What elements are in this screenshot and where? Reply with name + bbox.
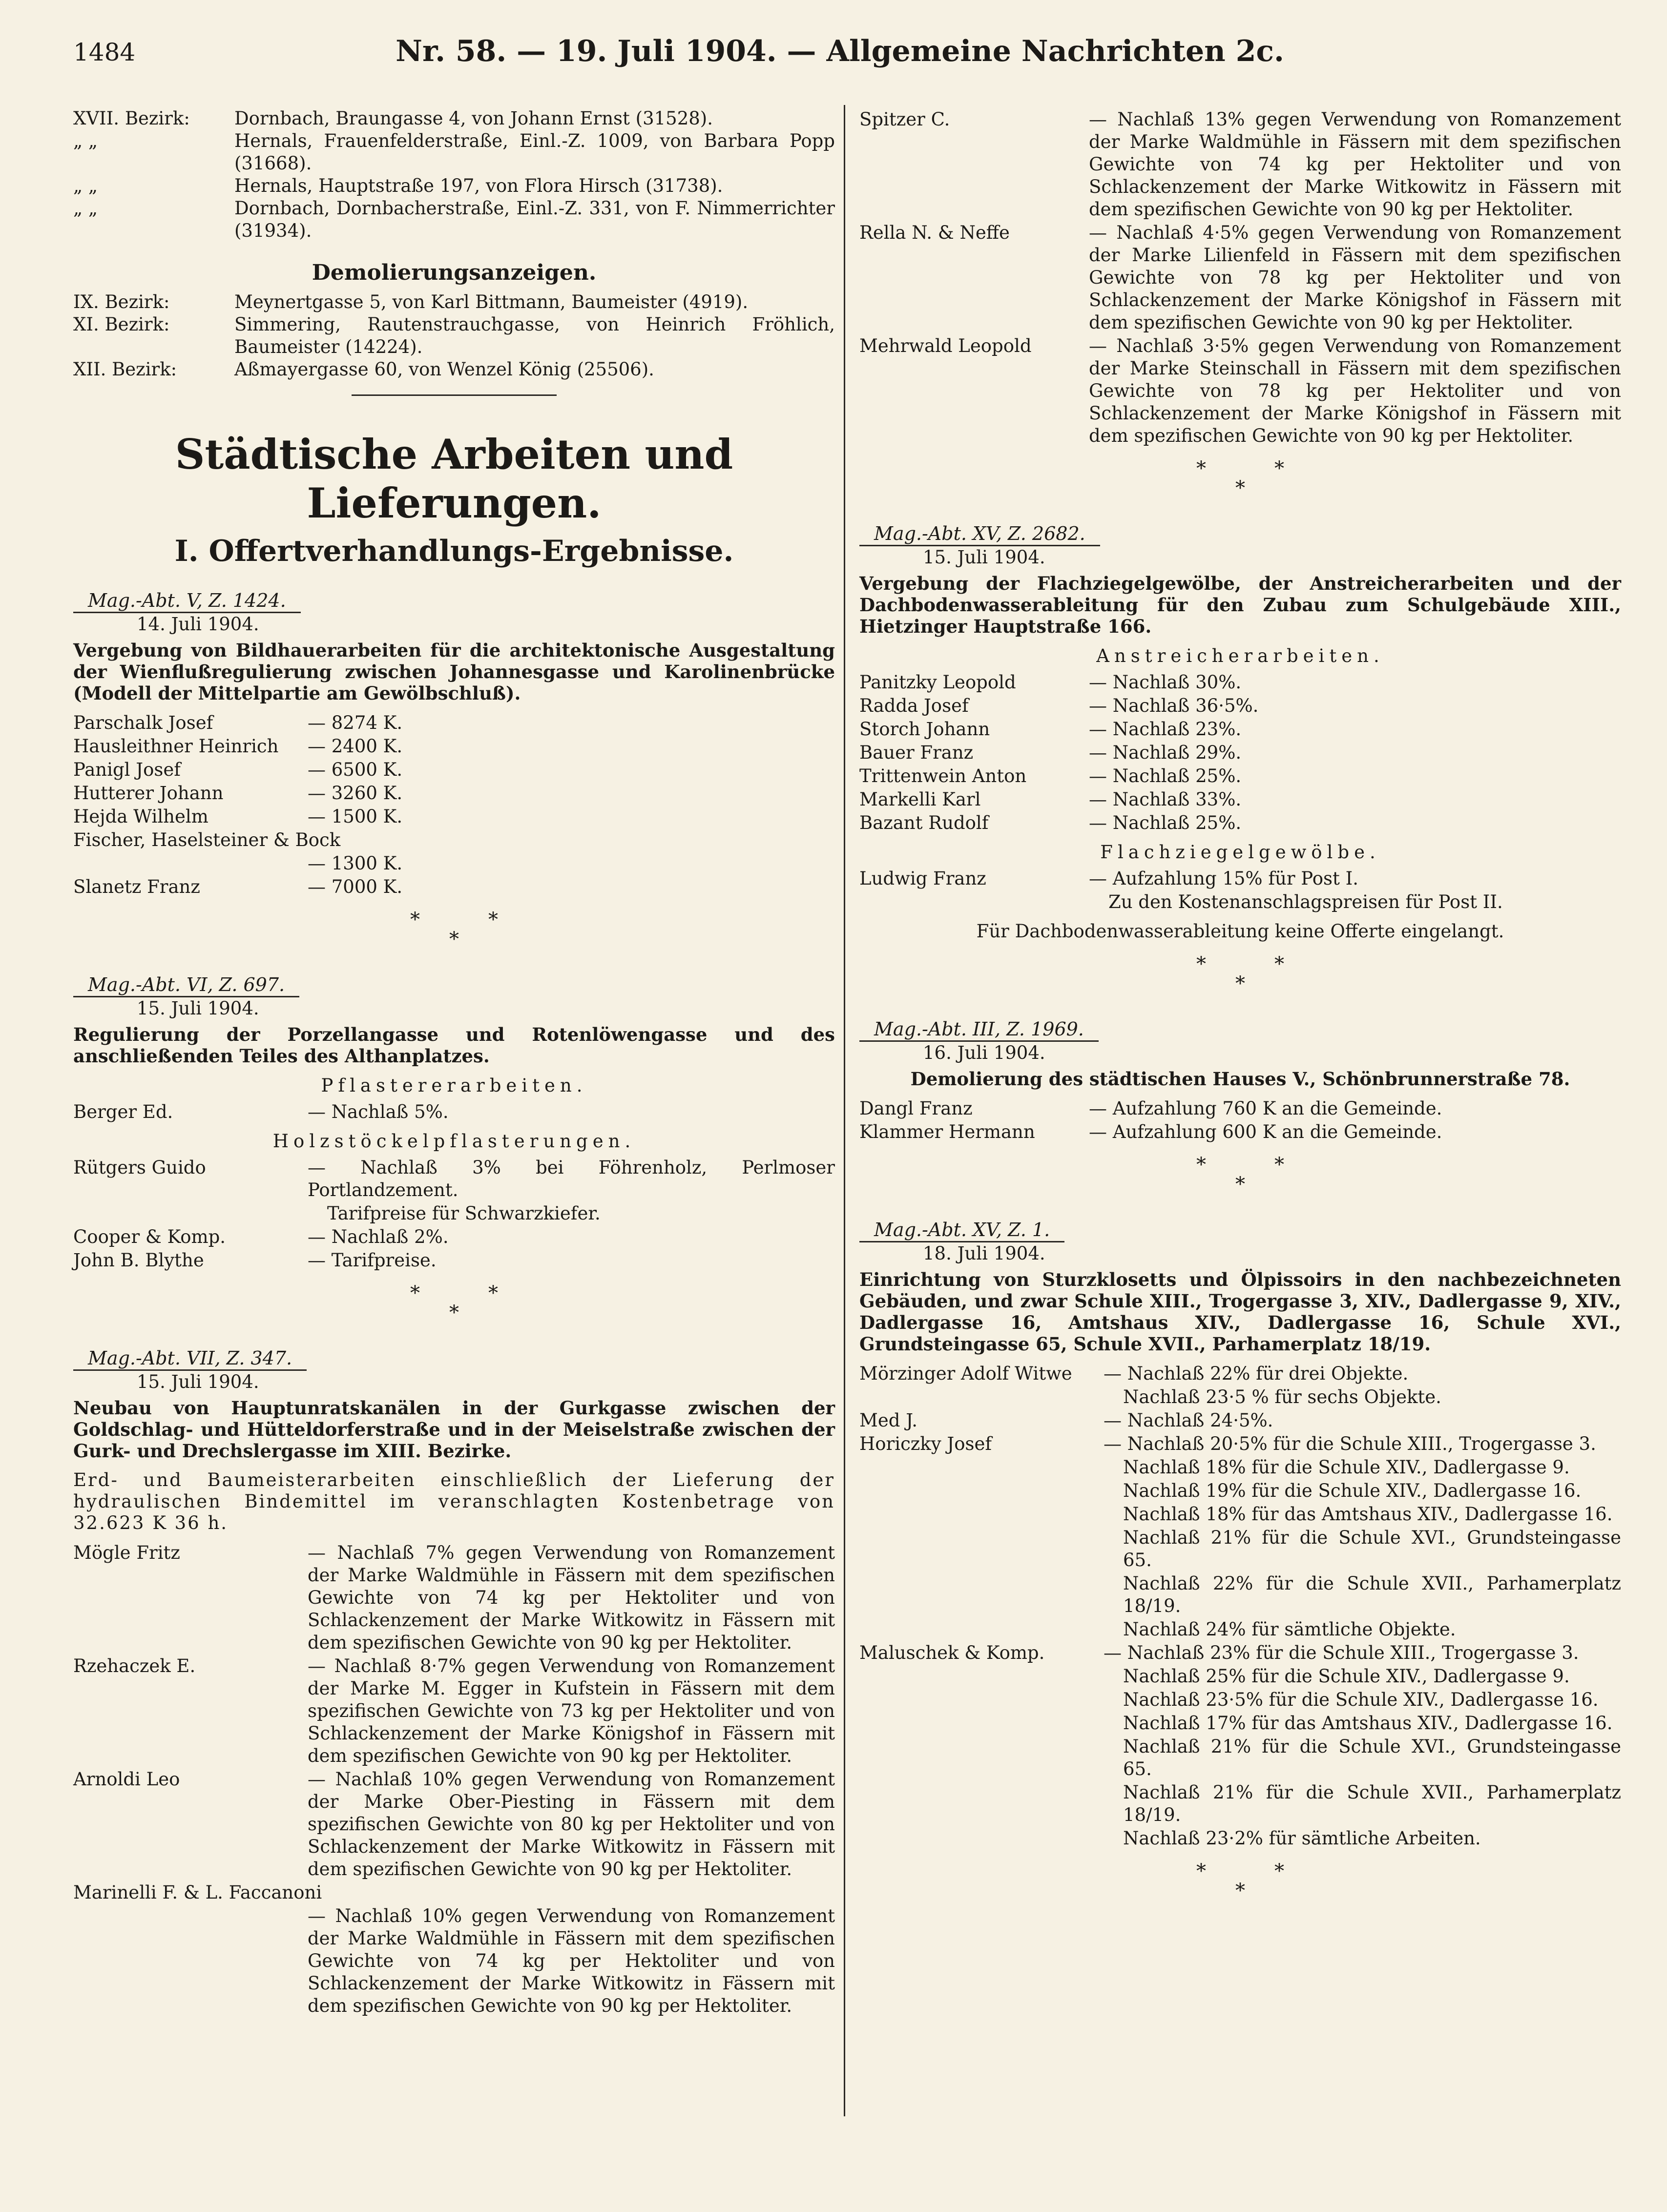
bidder-name: Marinelli F. & L. Faccanoni <box>73 1882 322 1903</box>
bidder-name <box>73 1905 308 2017</box>
section-topic: Neubau von Hauptunratskanälen in der Gurkgasse zwischen der Goldschlag- und Hütteldorferstraße und in der Meiselstraße zwischen der Gurk- und Drechslergasse im XIII. Bezirke. <box>73 1397 835 1462</box>
list-item-label: XVII. Bezirk: <box>73 108 190 129</box>
bid-row <box>73 876 835 898</box>
bidder-name: Bauer Franz <box>859 742 974 763</box>
separator-star: * <box>449 928 459 951</box>
bid-value: Nachlaß 18% für die Schule XIV., Dadlergasse 9. <box>1123 1457 1570 1478</box>
list-item <box>73 175 835 197</box>
bidder-name: Berger Ed. <box>73 1101 173 1122</box>
bid-row <box>73 1249 835 1272</box>
bidder-name: Med J. <box>859 1410 917 1431</box>
bid-row <box>73 1202 835 1225</box>
bid-row <box>859 742 1621 764</box>
bidder-name: John B. Blythe <box>73 1250 204 1271</box>
bid-row <box>73 1101 835 1123</box>
bid-value: — Nachlaß 3% bei Föhrenholz, Perlmoser Portlandzement. <box>308 1157 835 1200</box>
section-date: 15. Juli 1904. <box>923 547 1045 568</box>
section-s5 <box>859 1003 1621 1194</box>
bid-value: Nachlaß 23·2% für sämtliche Arbeiten. <box>1123 1828 1481 1849</box>
section-date: 16. Juli 1904. <box>923 1042 1045 1063</box>
bid-value: Nachlaß 24% für sämtliche Objekte. <box>1123 1619 1456 1640</box>
bid-value: Nachlaß 23·5 % für sechs Objekte. <box>1123 1386 1441 1407</box>
bid-value: — Nachlaß 7% gegen Verwendung von Romanzement der Marke Waldmühle in Fässern mit dem spezifischen Gewichte von 74 kg per Hektoliter und von Schlackenzement der Marke Witkowitz in Fässern mit dem spezifischen Gewichte von 90 kg per Hektoliter. <box>308 1542 835 1653</box>
bid-list <box>859 1363 1621 1850</box>
bidder-name <box>859 1503 1104 1526</box>
section-date: 18. Juli 1904. <box>923 1243 1045 1264</box>
bidder-name: Hutterer Johann <box>73 783 224 804</box>
bid-value: — 3260 K. <box>308 783 403 804</box>
list-item-label: IX. Bezirk: <box>73 291 170 312</box>
section-ref: Mag.-Abt. III, Z. 1969. <box>859 1018 1099 1042</box>
bid-row <box>859 671 1621 694</box>
bid-value: — Nachlaß 10% gegen Verwendung von Romanzement der Marke Waldmühle in Fässern mit dem spezifischen Gewichte von 74 kg per Hektoliter und von Schlackenzement der Marke Witkowitz in Fässern mit dem spezifischen Gewichte von 90 kg per Hektoliter. <box>308 1905 835 2016</box>
section-ref: Mag.-Abt. VII, Z. 347. <box>73 1347 307 1371</box>
bidder-name: Trittenwein Anton <box>859 765 1027 786</box>
section-rule <box>352 394 557 396</box>
bidder-name: Hejda Wilhelm <box>73 806 208 827</box>
list-item <box>73 107 835 130</box>
bidder-name <box>859 1689 1104 1711</box>
bid-value: Nachlaß 22% für die Schule XVII., Parhamerplatz 18/19. <box>1123 1573 1621 1616</box>
bid-value: Nachlaß 21% für die Schule XVII., Parhamerplatz 18/19. <box>1123 1782 1621 1825</box>
bidder-name <box>859 891 1089 913</box>
bid-row <box>73 852 835 875</box>
bidder-name: Parschalk Josef <box>73 712 213 733</box>
bid-value: — Nachlaß 25%. <box>1089 812 1242 833</box>
bid-value: — 2400 K. <box>308 736 403 757</box>
separator-stars: ** <box>410 909 566 931</box>
bid-row <box>859 718 1621 741</box>
bidder-name <box>859 1572 1104 1617</box>
bid-row <box>859 1503 1621 1526</box>
bid-row <box>859 1121 1621 1143</box>
bidder-name <box>859 1827 1104 1850</box>
bid-value: Nachlaß 21% für die Schule XVI., Grundsteingasse 65. <box>1123 1736 1621 1779</box>
bid-row <box>859 335 1621 447</box>
bid-row <box>73 712 835 734</box>
bidder-name: Radda Josef <box>859 695 969 716</box>
bid-row <box>73 1226 835 1248</box>
bid-row <box>859 1827 1621 1850</box>
subsection-label: Flachziegelgewölbe. <box>1100 842 1380 863</box>
bid-value <box>454 1881 835 1904</box>
bid-row <box>859 695 1621 717</box>
bidder-name <box>859 1736 1104 1780</box>
bid-row <box>859 1097 1621 1120</box>
subsection-label: Anstreicherarbeiten. <box>1096 645 1384 666</box>
separator-stars: ** <box>1196 457 1353 480</box>
bid-row <box>859 1572 1621 1617</box>
bid-value: — Aufzahlung 15% für Post I. <box>1089 868 1358 889</box>
bidder-name <box>859 1456 1104 1479</box>
section-topic: Einrichtung von Sturzklosetts und Ölpissoirs in den nachbezeichneten Gebäuden, und zwar Schule XIII., Trogergasse 3, XIV., Dadlergasse 9, XIV., Dadlergasse 16, Amtshaus XIV., Dadlergasse 16, Schule XVI., Grundsteingasse 65, Schule XVII., Parhamerplatz 18/19. <box>859 1269 1621 1355</box>
bid-value: — 7000 K. <box>308 876 403 897</box>
separator-star: * <box>1235 972 1245 995</box>
bid-row <box>859 1665 1621 1688</box>
bid-value: — 1300 K. <box>308 853 403 874</box>
bidder-name <box>859 1480 1104 1502</box>
bid-value: — 6500 K. <box>308 759 403 780</box>
bidder-name: Rella N. & Neffe <box>859 222 1010 243</box>
bid-row <box>73 829 835 851</box>
bidder-name: Panigl Josef <box>73 759 181 780</box>
main-title: Städtische Arbeiten und Lieferungen. <box>175 430 733 527</box>
separator-stars: ** <box>410 1282 566 1304</box>
bidder-name <box>73 1202 308 1225</box>
section-s1 <box>73 575 835 949</box>
subsection-label: Holzstöckelpflasterungen. <box>272 1131 636 1152</box>
bid-value: — Nachlaß 23% für die Schule XIII., Trogergasse 3. <box>1104 1642 1579 1663</box>
bid-row <box>859 788 1621 811</box>
bid-value: — Nachlaß 20·5% für die Schule XIII., Trogergasse 3. <box>1104 1433 1596 1454</box>
section-date: 15. Juli 1904. <box>137 998 259 1019</box>
section-date: 15. Juli 1904. <box>137 1371 259 1392</box>
bid-row <box>859 222 1621 334</box>
separator-star: * <box>1235 477 1245 499</box>
bid-list <box>73 1101 835 1123</box>
bid-row <box>859 1480 1621 1502</box>
bid-row <box>859 765 1621 787</box>
bid-value: — Nachlaß 5%. <box>308 1101 449 1122</box>
separator-star: * <box>1235 1880 1245 1902</box>
bid-row <box>859 1689 1621 1711</box>
bid-row <box>859 812 1621 834</box>
page-number: 1484 <box>73 38 136 66</box>
bidder-name: Rütgers Guido <box>73 1157 206 1178</box>
list-item-label: XI. Bezirk: <box>73 314 170 335</box>
bidder-name: Panitzky Leopold <box>859 672 1016 693</box>
bid-value: — 1500 K. <box>308 806 403 827</box>
bid-row <box>859 1736 1621 1780</box>
list-item-text: Hernals, Frauenfelderstraße, Einl.-Z. 1009, von Barbara Popp (31668). <box>234 130 835 174</box>
main-subtitle: I. Offertverhandlungs-Ergebnisse. <box>174 534 734 568</box>
section-s2 <box>73 959 835 1323</box>
bidder-name: Dangl Franz <box>859 1098 973 1119</box>
list-item-text: Hernals, Hauptstraße 197, von Flora Hirsch (31738). <box>234 175 723 196</box>
right-column <box>859 107 1621 1910</box>
separator-stars: ** <box>1196 1860 1353 1882</box>
bid-value: — Tarifpreise. <box>308 1250 437 1271</box>
bidder-name: Horiczky Josef <box>859 1433 992 1454</box>
bid-row <box>859 1781 1621 1826</box>
bid-row <box>73 1157 835 1201</box>
bezirk-list <box>73 107 835 242</box>
bid-value: — 8274 K. <box>308 712 403 733</box>
list-item <box>73 313 835 358</box>
section-topic: Demolierung des städtischen Hauses V., Schönbrunnerstraße 78. <box>910 1068 1570 1090</box>
bidder-name: Fischer, Haselsteiner & Bock <box>73 829 341 850</box>
bid-value: — Nachlaß 30%. <box>1089 672 1242 693</box>
bid-value: — Nachlaß 24·5%. <box>1104 1410 1273 1431</box>
demolierung-heading: Demolierungsanzeigen. <box>312 260 597 285</box>
bidder-name <box>859 1665 1104 1688</box>
bid-row <box>859 1527 1621 1571</box>
bid-row <box>859 868 1621 890</box>
bid-value: — Nachlaß 4·5% gegen Verwendung von Romanzement der Marke Lilienfeld in Fässern mit dem spezifischen Gewichte von 78 kg per Hektoliter und von Schlackenzement der Marke Königshof in Fässern mit dem spezifischen Gewichte von 90 kg per Hektoliter. <box>1089 222 1621 333</box>
column-divider <box>844 105 845 2116</box>
separator-stars: ** <box>1196 953 1353 975</box>
bid-value: Nachlaß 19% für die Schule XIV., Dadlergasse 16. <box>1123 1480 1582 1501</box>
bidder-name: Markelli Karl <box>859 789 981 810</box>
bid-list <box>73 1157 835 1272</box>
bidder-name: Cooper & Komp. <box>73 1226 226 1247</box>
bid-value: — Nachlaß 8·7% gegen Verwendung von Romanzement der Marke M. Egger in Kufstein in Fässern mit dem spezifischen Gewichte von 73 kg per Hektoliter und von Schlackenzement der Marke Königshof in Fässern mit dem spezifischen Gewichte von 90 kg per Hektoliter. <box>308 1655 835 1766</box>
bid-row <box>859 1386 1621 1408</box>
bid-value: — Nachlaß 10% gegen Verwendung von Romanzement der Marke Ober-Piesting in Fässern mit dem spezifischen Gewichte von 80 kg per Hektoliter und von Schlackenzement der Marke Witkowitz in Fässern mit dem spezifischen Gewichte von 90 kg per Hektoliter. <box>308 1769 835 1880</box>
list-item-label: XII. Bezirk: <box>73 359 177 380</box>
bid-list <box>73 1542 835 2017</box>
bid-row <box>859 108 1621 221</box>
bid-value: Tarifpreise für Schwarzkiefer. <box>327 1203 601 1224</box>
list-item-text: Meynertgasse 5, von Karl Bittmann, Baumeister (4919). <box>234 291 749 312</box>
section-note: Für Dachbodenwasserableitung keine Offerte eingelangt. <box>976 921 1504 942</box>
running-title: Nr. 58. — 19. Juli 1904. — Allgemeine Nachrichten 2c. <box>396 34 1284 68</box>
bidder-name: Arnoldi Leo <box>73 1769 180 1790</box>
separator-star: * <box>449 1302 459 1324</box>
separator-stars: ** <box>1196 1154 1353 1176</box>
bid-list <box>859 868 1621 913</box>
bidder-name: Bazant Rudolf <box>859 812 989 833</box>
bid-value: Nachlaß 25% für die Schule XIV., Dadlergasse 9. <box>1123 1666 1570 1687</box>
bid-row <box>73 1905 835 2017</box>
section-s3 <box>73 1332 835 2017</box>
bid-row <box>73 1768 835 1881</box>
list-item-text: Dornbach, Braungasse 4, von Johann Ernst (31528). <box>234 108 713 129</box>
bid-list <box>859 671 1621 834</box>
bid-value: Nachlaß 18% für das Amtshaus XIV., Dadlergasse 16. <box>1123 1504 1613 1525</box>
section-topic: Regulierung der Porzellangasse und Rotenlöwengasse und des anschließenden Teiles des Althanplatzes. <box>73 1024 835 1067</box>
bid-value: Nachlaß 21% für die Schule XVI., Grundsteingasse 65. <box>1123 1527 1621 1571</box>
bidder-name: Slanetz Franz <box>73 876 200 897</box>
bidder-name <box>859 1781 1104 1826</box>
bid-list <box>859 108 1621 447</box>
bid-row <box>73 735 835 758</box>
section-ref: Mag.-Abt. VI, Z. 697. <box>73 973 299 997</box>
bid-value: — Nachlaß 25%. <box>1089 765 1242 786</box>
bid-value: — Nachlaß 3·5% gegen Verwendung von Romanzement der Marke Steinschall in Fässern mit dem spezifischen Gewichte von 78 kg per Hektoliter und von Schlackenzement der Marke Königshof in Fässern mit dem spezifischen Gewichte von 90 kg per Hektoliter. <box>1089 335 1621 446</box>
bidder-name: Mörzinger Adolf Witwe <box>859 1363 1072 1384</box>
bidder-name: Storch Johann <box>859 719 990 740</box>
bid-list <box>859 1097 1621 1143</box>
bid-value: — Nachlaß 36·5%. <box>1089 695 1259 716</box>
bid-value: — Nachlaß 33%. <box>1089 789 1242 810</box>
subsection-label: Pflastererarbeiten. <box>321 1075 587 1096</box>
bid-row <box>859 1618 1621 1641</box>
bidder-name: Mögle Fritz <box>73 1542 180 1563</box>
demolierung-list <box>73 291 835 381</box>
bid-value: — Nachlaß 29%. <box>1089 742 1242 763</box>
bidder-name <box>859 1712 1104 1735</box>
bid-value: — Nachlaß 23%. <box>1089 719 1242 740</box>
bidder-name <box>859 1618 1104 1641</box>
bid-row <box>73 782 835 805</box>
bid-row <box>859 1712 1621 1735</box>
list-item-label: „ „ <box>73 130 98 151</box>
section-s6 <box>859 1204 1621 1901</box>
list-item <box>73 130 835 175</box>
bid-value: Zu den Kostenanschlagspreisen für Post II. <box>1108 891 1503 912</box>
bid-value: — Nachlaß 22% für drei Objekte. <box>1104 1363 1409 1384</box>
bid-row <box>859 1642 1621 1664</box>
bid-row <box>73 1542 835 1654</box>
list-item <box>73 197 835 242</box>
section-ref: Mag.-Abt. XV, Z. 2682. <box>859 522 1100 546</box>
bid-value: — Aufzahlung 600 K an die Gemeinde. <box>1089 1121 1442 1142</box>
section-s4 <box>859 508 1621 993</box>
section-ref: Mag.-Abt. XV, Z. 1. <box>859 1219 1064 1242</box>
bidder-name: Mehrwald Leopold <box>859 335 1032 356</box>
section-intro: Erd- und Baumeisterarbeiten einschließlich der Lieferung der hydraulischen Bindemittel im veranschlagten Kostenbetrage von 32.623 K 36 h. <box>73 1469 835 1533</box>
list-item <box>73 358 835 381</box>
section-ref: Mag.-Abt. V, Z. 1424. <box>73 589 301 613</box>
bidder-name <box>859 1527 1104 1571</box>
list-item-text: Aßmayergasse 60, von Wenzel König (25506). <box>234 359 654 380</box>
bid-value: — Nachlaß 13% gegen Verwendung von Romanzement der Marke Waldmühle in Fässern mit dem spezifischen Gewichte von 74 kg per Hektoliter und von Schlackenzement der Marke Witkowitz in Fässern mit dem spezifischen Gewichte von 90 kg per Hektoliter. <box>1089 109 1621 220</box>
bid-list <box>73 712 835 898</box>
bid-value: — Nachlaß 2%. <box>308 1226 449 1247</box>
list-item-label: „ „ <box>73 175 98 196</box>
bidder-name: Ludwig Franz <box>859 868 986 889</box>
bid-row <box>73 806 835 828</box>
bidder-name <box>859 1386 1104 1408</box>
section-topic: Vergebung von Bildhauerarbeiten für die architektonische Ausgestaltung der Wienflußregulierung zwischen Johannesgasse und Karolinenbrücke (Modell der Mittelpartie am Gewölbschluß). <box>73 640 835 704</box>
bidder-name: Maluschek & Komp. <box>859 1642 1045 1663</box>
bidder-name: Hausleithner Heinrich <box>73 736 279 757</box>
bid-row <box>859 1363 1621 1385</box>
section-topic: Vergebung der Flachziegelgewölbe, der Anstreicherarbeiten und der Dachbodenwasserableitung für den Zubau zum Schulgebäude XIII., Hietzinger Hauptstraße 166. <box>859 573 1621 637</box>
separator-star: * <box>1235 1173 1245 1196</box>
bid-value: Nachlaß 23·5% für die Schule XIV., Dadlergasse 16. <box>1123 1689 1599 1710</box>
list-item-label: „ „ <box>73 198 98 219</box>
left-column <box>73 107 835 2018</box>
bidder-name: Spitzer C. <box>859 109 950 130</box>
list-item-text: Dornbach, Dornbacherstraße, Einl.-Z. 331, von F. Nimmerrichter (31934). <box>234 198 835 241</box>
list-item-text: Simmering, Rautenstrauchgasse, von Heinrich Fröhlich, Baumeister (14224). <box>234 314 835 357</box>
bid-row <box>73 759 835 781</box>
bid-row <box>73 1881 835 1904</box>
bid-row <box>859 1409 1621 1432</box>
bidder-name <box>73 852 308 875</box>
bidder-name: Rzehaczek E. <box>73 1655 196 1676</box>
bid-value <box>454 829 835 851</box>
list-item <box>73 291 835 313</box>
section-date: 14. Juli 1904. <box>137 614 259 635</box>
bid-value: — Aufzahlung 760 K an die Gemeinde. <box>1089 1098 1442 1119</box>
bid-row <box>859 1456 1621 1479</box>
bid-row <box>73 1655 835 1767</box>
bidder-name: Klammer Hermann <box>859 1121 1035 1142</box>
bid-row <box>859 891 1621 913</box>
bid-row <box>859 1433 1621 1455</box>
bid-value: Nachlaß 17% für das Amtshaus XIV., Dadlergasse 16. <box>1123 1713 1613 1734</box>
page-header <box>73 34 1606 73</box>
